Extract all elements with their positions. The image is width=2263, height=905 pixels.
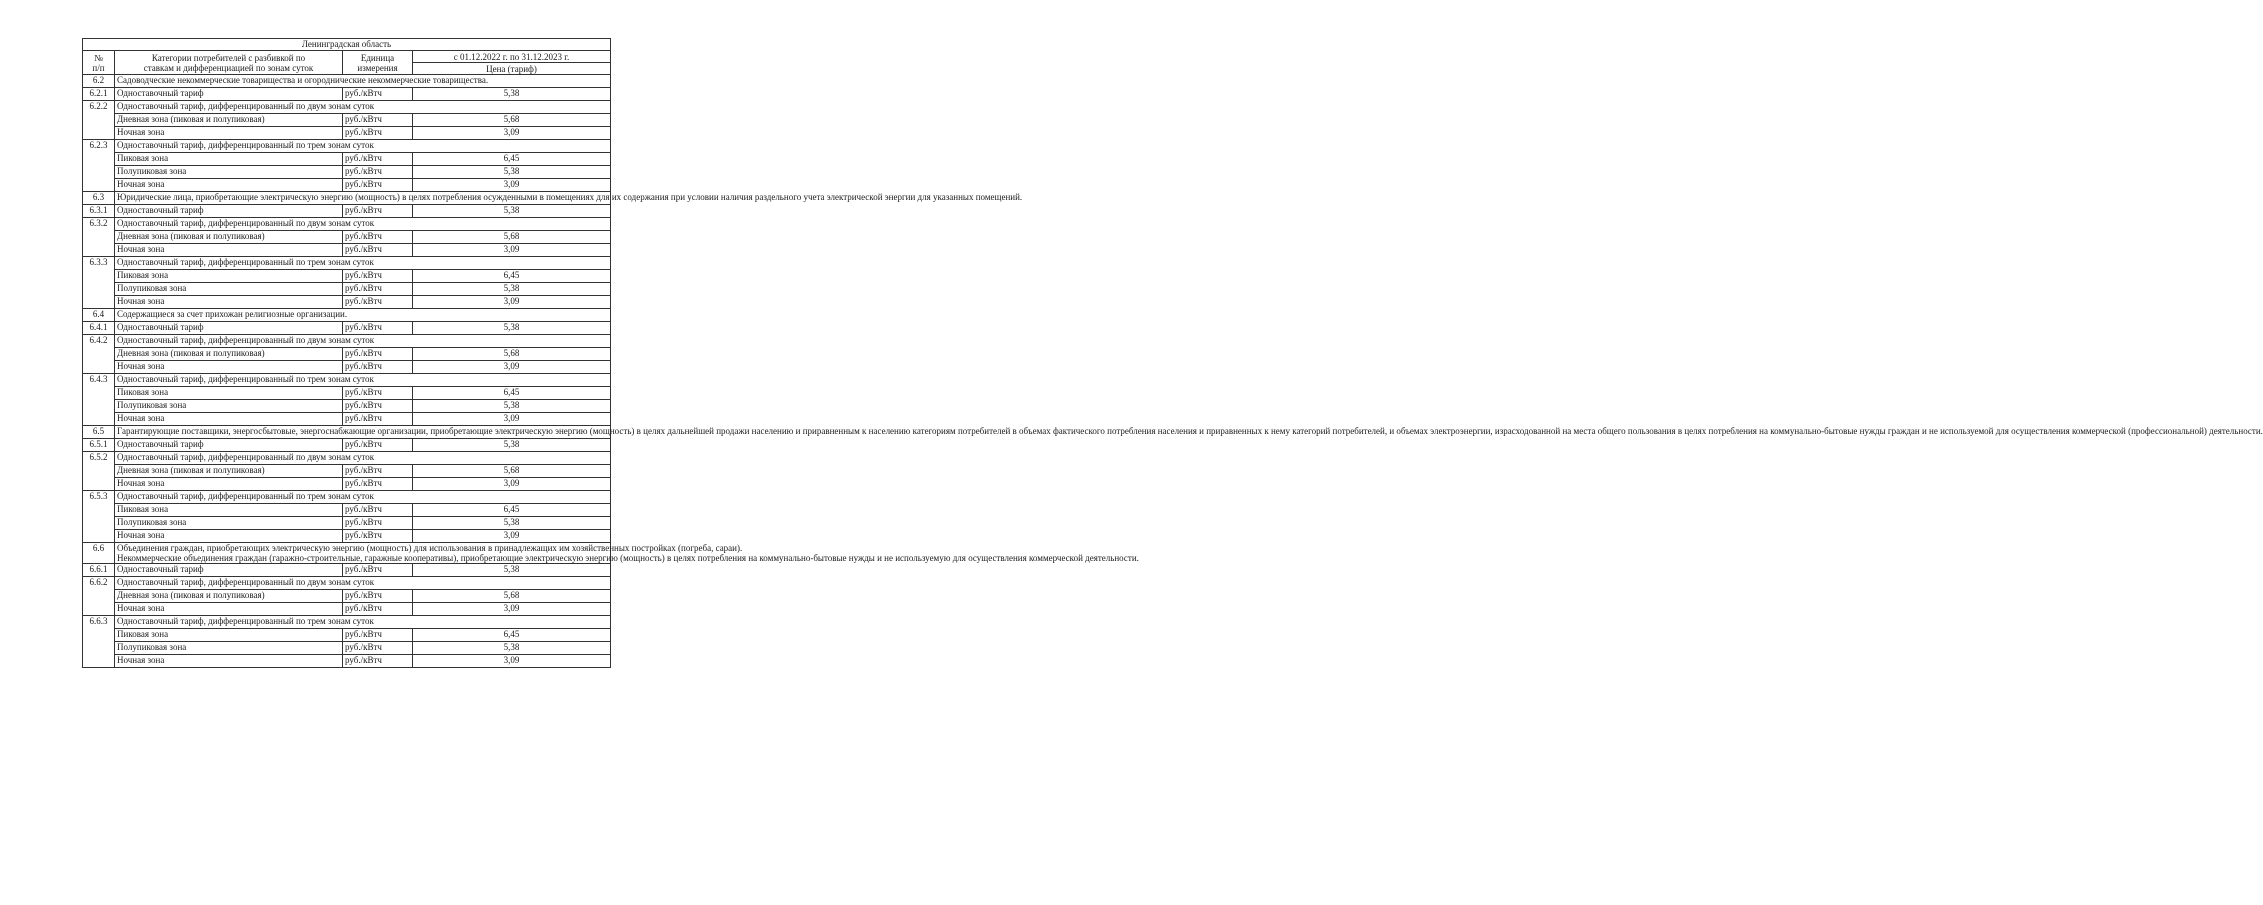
price-cell: 5,38	[413, 283, 611, 296]
zone-name: Ночная зона	[115, 179, 343, 192]
zone-name: Ночная зона	[115, 413, 343, 426]
table-row	[83, 283, 611, 296]
table-row	[83, 166, 611, 179]
zone-name: Ночная зона	[115, 655, 343, 668]
price-cell: 5,38	[413, 439, 611, 452]
table-row	[83, 543, 611, 564]
price-cell: 5,38	[413, 166, 611, 179]
row-number: 6.6.3	[83, 616, 115, 668]
section-description	[115, 75, 611, 88]
table-row	[83, 101, 611, 114]
table-row	[83, 374, 611, 387]
table-row	[83, 75, 611, 88]
section-text: Садоводческие некоммерческие товарищества и огороднические некоммерческие товарищества.	[117, 75, 489, 85]
section-text: Юридические лица, приобретающие электрическую энергию (мощность) в целях потребления осужденными в помещениях для их содержания при условии наличия раздельного учета электрической энергии для указанных помещений.	[117, 192, 1023, 202]
unit-cell: руб./кВтч	[343, 590, 413, 603]
zone-name: Пиковая зона	[115, 153, 343, 166]
header-number-line1: №	[94, 52, 103, 63]
price-cell: 5,38	[413, 400, 611, 413]
table-row	[83, 322, 611, 335]
table-row	[83, 413, 611, 426]
zone-name: Ночная зона	[115, 296, 343, 309]
unit-cell: руб./кВтч	[343, 655, 413, 668]
header-period: с 01.12.2022 г. по 31.12.2023 г.	[413, 51, 611, 63]
table-row	[83, 335, 611, 348]
tariff-group-title: Одноставочный тариф, дифференцированный по трем зонам суток	[115, 616, 611, 629]
section-text-continued: Некоммерческие объединения граждан (гаражно-строительные, гаражные кооперативы), приобретающие электрическую энергию (мощность) в целях потребления на коммунально-бытовые нужды и не используемую для осуществления коммерческой деятельности.	[117, 553, 1139, 563]
row-number: 6.4.2	[83, 335, 115, 374]
zone-name: Пиковая зона	[115, 387, 343, 400]
unit-cell: руб./кВтч	[343, 231, 413, 244]
zone-name: Дневная зона (пиковая и полупиковая)	[115, 231, 343, 244]
price-cell: 3,09	[413, 361, 611, 374]
row-number: 6.5	[83, 426, 115, 439]
unit-cell: руб./кВтч	[343, 517, 413, 530]
unit-cell: руб./кВтч	[343, 296, 413, 309]
price-cell: 5,68	[413, 114, 611, 127]
unit-cell: руб./кВтч	[343, 244, 413, 257]
zone-name: Полупиковая зона	[115, 642, 343, 655]
row-number: 6.4	[83, 309, 115, 322]
unit-cell: руб./кВтч	[343, 88, 413, 101]
price-cell: 5,38	[413, 322, 611, 335]
price-cell: 5,38	[413, 205, 611, 218]
price-cell: 3,09	[413, 413, 611, 426]
unit-cell: руб./кВтч	[343, 478, 413, 491]
unit-cell: руб./кВтч	[343, 283, 413, 296]
table-row	[83, 257, 611, 270]
zone-name: Ночная зона	[115, 361, 343, 374]
header-unit-line1: Единица	[360, 52, 395, 63]
price-cell: 5,68	[413, 590, 611, 603]
unit-cell: руб./кВтч	[343, 361, 413, 374]
zone-name: Ночная зона	[115, 603, 343, 616]
price-cell: 6,45	[413, 629, 611, 642]
table-row	[83, 244, 611, 257]
table-row	[83, 153, 611, 166]
zone-name: Полупиковая зона	[115, 283, 343, 296]
row-number: 6.5.1	[83, 439, 115, 452]
unit-cell: руб./кВтч	[343, 387, 413, 400]
unit-cell: руб./кВтч	[343, 642, 413, 655]
table-row	[83, 400, 611, 413]
table-row	[83, 517, 611, 530]
zone-name: Ночная зона	[115, 127, 343, 140]
tariff-name: Одноставочный тариф	[115, 564, 343, 577]
table-row	[83, 478, 611, 491]
table-row	[83, 205, 611, 218]
section-description	[115, 543, 1139, 564]
row-number: 6.4.1	[83, 322, 115, 335]
table-row	[83, 465, 611, 478]
unit-cell: руб./кВтч	[343, 400, 413, 413]
table-row	[83, 179, 611, 192]
price-cell: 5,68	[413, 348, 611, 361]
row-number: 6.3.1	[83, 205, 115, 218]
header-row	[83, 51, 611, 63]
price-cell: 5,38	[413, 517, 611, 530]
table-row	[83, 616, 611, 629]
zone-name: Ночная зона	[115, 530, 343, 543]
table-row	[83, 361, 611, 374]
table-row	[83, 577, 611, 590]
header-price: Цена (тариф)	[413, 63, 611, 75]
unit-cell: руб./кВтч	[343, 413, 413, 426]
price-cell: 6,45	[413, 270, 611, 283]
tariff-group-title: Одноставочный тариф, дифференцированный по трем зонам суток	[115, 140, 611, 153]
price-cell: 5,38	[413, 564, 611, 577]
table-row	[83, 590, 611, 603]
zone-name: Ночная зона	[115, 478, 343, 491]
header-unit	[343, 51, 413, 75]
table-row	[83, 218, 611, 231]
table-row	[83, 296, 611, 309]
price-cell: 3,09	[413, 244, 611, 257]
tariff-group-title: Одноставочный тариф, дифференцированный по двум зонам суток	[115, 452, 611, 465]
unit-cell: руб./кВтч	[343, 205, 413, 218]
price-cell: 5,68	[413, 465, 611, 478]
unit-cell: руб./кВтч	[343, 114, 413, 127]
unit-cell: руб./кВтч	[343, 348, 413, 361]
price-cell: 3,09	[413, 179, 611, 192]
region-title: Ленинградская область	[83, 39, 611, 51]
unit-cell: руб./кВтч	[343, 530, 413, 543]
section-description	[115, 192, 1023, 205]
table-row	[83, 192, 611, 205]
table-row	[83, 530, 611, 543]
row-number: 6.2	[83, 75, 115, 88]
row-number: 6.4.3	[83, 374, 115, 426]
unit-cell: руб./кВтч	[343, 603, 413, 616]
zone-name: Дневная зона (пиковая и полупиковая)	[115, 114, 343, 127]
row-number: 6.5.2	[83, 452, 115, 491]
unit-cell: руб./кВтч	[343, 504, 413, 517]
section-description	[115, 309, 611, 322]
table-row	[83, 655, 611, 668]
unit-cell: руб./кВтч	[343, 564, 413, 577]
row-number: 6.2.2	[83, 101, 115, 140]
section-description	[115, 426, 2263, 439]
region-row	[83, 39, 611, 51]
row-number: 6.6.2	[83, 577, 115, 616]
table-row	[83, 114, 611, 127]
tariff-group-title: Одноставочный тариф, дифференцированный по двум зонам суток	[115, 101, 611, 114]
row-number: 6.2.1	[83, 88, 115, 101]
section-text: Гарантирующие поставщики, энергосбытовые, энергоснабжающие организации, приобретающие электрическую энергию (мощность) в целях дальнейшей продажи населению и приравненным к населению категориям потребителей в объемах фактического потребления населения и приравненных к нему категорий потребителей, и объемах электроэнергии, израсходованной на места общего пользования в целях потребления на коммунально-бытовые нужды граждан и не используемой для осуществления коммерческой (профессиональной) деятельности.	[117, 426, 2263, 436]
header-unit-line2: измерения	[357, 62, 398, 73]
table-row	[83, 270, 611, 283]
row-number: 6.2.3	[83, 140, 115, 192]
section-text: Содержащиеся за счет прихожан религиозные организации.	[117, 309, 348, 319]
table-row	[83, 140, 611, 153]
table-row	[83, 439, 611, 452]
row-number: 6.3.2	[83, 218, 115, 257]
tariff-group-title: Одноставочный тариф, дифференцированный по трем зонам суток	[115, 491, 611, 504]
table-row	[83, 348, 611, 361]
price-cell: 3,09	[413, 655, 611, 668]
row-number: 6.3	[83, 192, 115, 205]
table-row	[83, 642, 611, 655]
zone-name: Пиковая зона	[115, 270, 343, 283]
zone-name: Дневная зона (пиковая и полупиковая)	[115, 465, 343, 478]
table-row	[83, 603, 611, 616]
tariff-name: Одноставочный тариф	[115, 439, 343, 452]
unit-cell: руб./кВтч	[343, 322, 413, 335]
tariff-table-body	[83, 39, 2263, 668]
price-cell: 5,38	[413, 642, 611, 655]
price-cell: 5,68	[413, 231, 611, 244]
tariff-name: Одноставочный тариф	[115, 205, 343, 218]
tariff-name: Одноставочный тариф	[115, 322, 343, 335]
price-cell: 6,45	[413, 504, 611, 517]
zone-name: Дневная зона (пиковая и полупиковая)	[115, 348, 343, 361]
header-category	[115, 51, 343, 75]
price-cell: 6,45	[413, 153, 611, 166]
tariff-group-title: Одноставочный тариф, дифференцированный по трем зонам суток	[115, 257, 611, 270]
zone-name: Пиковая зона	[115, 629, 343, 642]
tariff-table	[82, 38, 2263, 668]
table-row	[83, 127, 611, 140]
unit-cell: руб./кВтч	[343, 153, 413, 166]
unit-cell: руб./кВтч	[343, 179, 413, 192]
zone-name: Полупиковая зона	[115, 400, 343, 413]
zone-name: Пиковая зона	[115, 504, 343, 517]
unit-cell: руб./кВтч	[343, 629, 413, 642]
price-cell: 5,38	[413, 88, 611, 101]
header-category-line2: ставкам и дифференциацией по зонам суток	[143, 62, 314, 73]
zone-name: Полупиковая зона	[115, 517, 343, 530]
row-number: 6.6.1	[83, 564, 115, 577]
table-row	[83, 452, 611, 465]
row-number: 6.3.3	[83, 257, 115, 309]
table-row	[83, 504, 611, 517]
zone-name: Полупиковая зона	[115, 166, 343, 179]
table-row	[83, 231, 611, 244]
table-row	[83, 88, 611, 101]
header-number-line2: п/п	[92, 62, 105, 73]
table-row	[83, 309, 611, 322]
header-number	[83, 51, 115, 75]
price-cell: 3,09	[413, 296, 611, 309]
header-category-line1: Категории потребителей с разбивкой по	[151, 52, 306, 63]
table-row	[83, 564, 611, 577]
tariff-group-title: Одноставочный тариф, дифференцированный по двум зонам суток	[115, 577, 611, 590]
price-cell: 6,45	[413, 387, 611, 400]
unit-cell: руб./кВтч	[343, 166, 413, 179]
row-number: 6.6	[83, 543, 115, 564]
section-text: Объединения граждан, приобретающих электрическую энергию (мощность) для использования в принадлежащих им хозяйственных постройках (погреба, сараи).	[117, 543, 743, 553]
table-row	[83, 491, 611, 504]
zone-name: Ночная зона	[115, 244, 343, 257]
unit-cell: руб./кВтч	[343, 127, 413, 140]
zone-name: Дневная зона (пиковая и полупиковая)	[115, 590, 343, 603]
price-cell: 3,09	[413, 478, 611, 491]
price-cell: 3,09	[413, 127, 611, 140]
unit-cell: руб./кВтч	[343, 465, 413, 478]
table-row	[83, 426, 611, 439]
table-row	[83, 629, 611, 642]
row-number: 6.5.3	[83, 491, 115, 543]
tariff-group-title: Одноставочный тариф, дифференцированный по двум зонам суток	[115, 335, 611, 348]
tariff-name: Одноставочный тариф	[115, 88, 343, 101]
tariff-group-title: Одноставочный тариф, дифференцированный по двум зонам суток	[115, 218, 611, 231]
price-cell: 3,09	[413, 603, 611, 616]
tariff-group-title: Одноставочный тариф, дифференцированный по трем зонам суток	[115, 374, 611, 387]
price-cell: 3,09	[413, 530, 611, 543]
unit-cell: руб./кВтч	[343, 439, 413, 452]
table-row	[83, 387, 611, 400]
unit-cell: руб./кВтч	[343, 270, 413, 283]
